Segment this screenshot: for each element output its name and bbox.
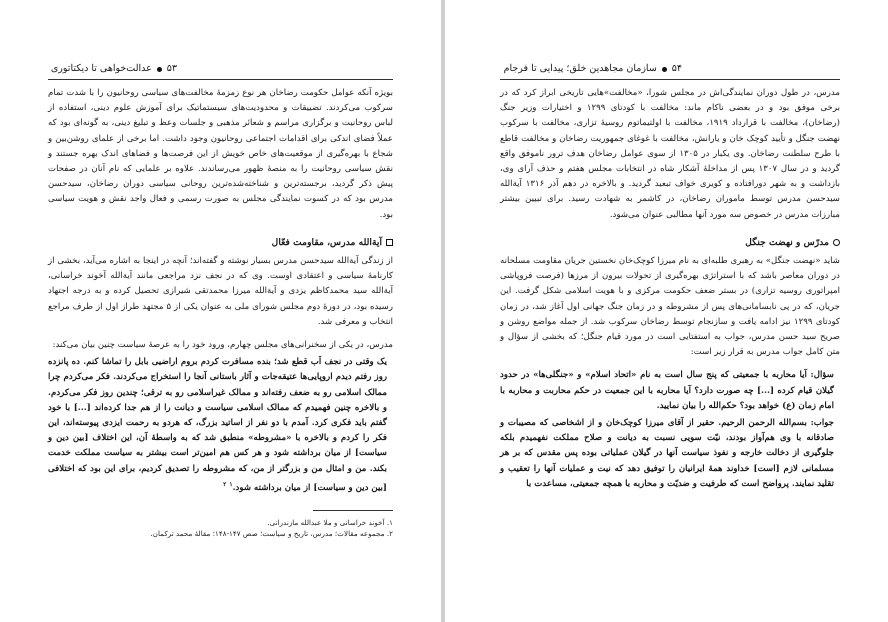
bullet-dot-icon	[662, 67, 667, 72]
bullet-dot-icon	[157, 67, 162, 72]
section-heading	[500, 235, 840, 250]
right-page-header	[504, 62, 682, 76]
block-quote-text: یک وقتی در نجف اَب قطع شد؛ بنده مسافرت کردم بروم اراضیی بابل را تماشا کنم. ده پانزده روز رفتم دیدم اروپایی‌ها عتیقه‌جات و آثار باستانی آنجا را استخراج می‌کردند. فکر می‌کردم چرا ممالک اسلامی رو به ضعف رفته‌اند و ممالک غیراسلامی رو به ترقی؛ چندین روز فکر می‌کردم. و بالاخره چنین فهمیدم که ممالک اسلامی سیاست و دیانت را از هم جدا کرده‌اند [...] با خود گفتم باید فکری کرد. آمدم با دو نفر از اساتید بزرگ، که هردو به رحمت ایزدی پیوسته‌اند، این فکر را کردم و بالاخره با «مشروطه» منطبق شد که به واسطهٔ آن، این اختلاف [بین دین و سیاست] از میان برداشته شود و هر کس هم امین‌تر است بیشتر به سیاست مملکت خدمت بکند. من و امثال من و بزرگتر از من، که مشروطه را تصدیق کردیم، برای این بود که اختلافی [بین دین و سیاست] از میان برداشته شود.	[48, 357, 387, 493]
header-rule	[48, 79, 393, 80]
paragraph: بویژه آنکه عوامل حکومت رضاخان هر نوع زمزمهٔ مخالفت‌های سیاسی روحانیون را با شدت تمام سرکوب می‌کردند. تضییقات و محدودیت‌های سیستماتیک برای آموزش علوم دینی، استفاده از لباس روحانیت و برگزاری مراسم و شعائر مذهبی و جلسات وعظ و تبلیغ دینی، به گونه‌ای بود که عملاً فضای اندکی برای اقدامات اجتماعی روحانیون وجود داشت. اما برخی از علمای روشن‌بین و شجاع با بهره‌گیری از موقعیت‌های خاص خویش از این فرصت‌ها و فضاهای اندک بهره جستند و نقش سیاسی روحانیت را به منصهٔ ظهور می‌رساندند. علاوه بر علمایی که نام آنان در صفحات پیش ذکر گردید، برجسته‌ترین و شناخته‌شده‌ترین روحانی سیاسی دوران رضاخان، سیدحسن مدرس بود که در کسوت نمایندگی مجلس به صورت رسمی و فعال واجد نقش و هویت سیاسی بود.	[48, 88, 393, 220]
left-page-body	[48, 86, 393, 539]
circle-bullet-icon	[833, 239, 840, 246]
header-rule	[500, 79, 840, 80]
answer-block: جواب: بسم‌الله الرحمن الرحیم. حقیر از آقای میرزا کوچک‌خان و از اشخاصی که مصیبات و صادقانه با وی هم‌آواز بودند، نیّت سویی نسبت به دیانت و صلاح مملکت نفهمیدم بلکه جلوگیری از دخالت خارجه و نفوذ سیاست آنها در گیلان عملیاتی بوده پس مقدس که بر هر مسلمانی لازم [است] خداوند همهٔ ایرانیان را توفیق دهد که نیت و عملیات آنها را تعقیب و تقلید نمایند. پرواضح است که طرفیت و ضدیّت و محاربه با همچه جمعیتی، مساعدت با	[500, 418, 834, 489]
question-block: سؤال: آیا محاربه با جمعیتی که پنج سال است به نام «اتحاد اسلام» و «جنگلی‌ها» در حدود گیلان قیام کرده [...] چه صورت دارد؟ آیا محاربه با این جمعیت در حکم محاربت و محاربه با امام زمان (ع) خواهد بود؟ حکم‌الله را بیان نمایید.	[500, 370, 834, 411]
footnote-rule	[313, 510, 393, 511]
running-title: عدالت‌خواهی تا دیکتاتوری	[50, 63, 152, 74]
section-heading	[48, 235, 393, 250]
right-page	[445, 0, 888, 622]
paragraph: مدرس، در یکی از سخنرانی‌های مجلس چهارم، ورود خود را به عرصهٔ سیاست چنین بیان می‌کند:	[52, 340, 393, 351]
paragraph: شاید «نهضت جنگل» به رهبری طلبه‌ای به نام میرزا کوچک‌خان نخستین جریان مقاومت مسلحانه در دوران معاصر باشد که با استراتژی بهره‌گیری از تحولات بیرون از مرزها (فرصت فروپاشی امپراتوری روسیه تزاری) در بستر ضعف حکومت مرکزی و با هویت اسلامی شکل گرفت. این جریان، که در پی نابسامانی‌های پس از مشروطه و در زمان جنگ جهانی اول آغاز شد، در زمان کودتای ۱۲۹۹ نیز ادامه یافت و سازنجام توسط رضاخان سرکوب شد. از جمله مواضع روشن و صریح سید حسن مدرس، جواب به استفتایی است در مورد قیام جنگل؛ که بخشی از سؤال و متن کامل جواب مدرس به قرار زیر است:	[500, 256, 840, 358]
section-heading-text: مدرّس و نهضت جنگل	[745, 236, 829, 248]
block-quote	[48, 355, 393, 496]
footnote: ۱. آخوند خراسانی و ملا عبدالله مازندرانی.	[267, 517, 393, 527]
paragraph: از زندگی آیةالله سیدحسن مدرس بسیار نوشته و گفته‌اند؛ آنچه در اینجا به اشاره می‌آید، بخشی از کارنامهٔ سیاسی و اعتقادی اوست. وی که در نجف نزد مراجعی مانند آیةالله آخوند خراسانی، آیةالله سید محمدکاظم یزدی و آیةالله میرزا محمدتقی شیرازی تحصیل کرده و به درجه اجتهاد رسیده بود، در دورهٔ دوم مجلس شورای ملی به عنوان یکی از ۵ مجتهد طراز اول از طرف مراجع انتخاب و معرفی شد.	[48, 256, 393, 327]
footnote: ۲. مجموعه مقالات؛ مدرس، تاریخ و سیاست؛ صص ۱۴۷-۱۴۸؛ مقالهٔ محمد ترکمان.	[150, 528, 393, 538]
running-title: سازمان مجاهدین خلق؛ پیدایی تا فرجام	[503, 63, 657, 74]
page-number: ۵۴	[671, 63, 682, 74]
page-number: ۵۳	[166, 63, 177, 74]
right-page-body	[500, 86, 840, 494]
section-heading-text: آیةالله مدرس، مقاومت فعّال	[271, 236, 382, 248]
square-bullet-icon	[386, 239, 393, 246]
left-page	[0, 0, 441, 622]
left-page-header	[51, 62, 177, 76]
footnote-ref: ۱	[229, 480, 233, 488]
footnote-ref: ۲	[223, 480, 227, 488]
paragraph: مدرس، در طول دوران نمایندگی‌اش در مجلس شورا، «مخالفت»هایی تاریخی ابراز کرد که در برخی موفق بود و در بعضی ناکام ماند: مخالفت با کودتای ۱۲۹۹ و اختیارات وزیر جنگ (رضاخان)، مخالفت با قرارداد ۱۹۱۹، مخالفت با اولتیماتوم روسیهٔ تزاری، مخالفت با سرکوب نهضت جنگل و تأیید کوچک خان و یارانش، مخالفت با غوغای جمهوریت رضاخان و مخالفت قاطع با طرح سلطنت رضاخان. وی یکبار در ۱۳۰۵ از سوی عوامل رضاخان هدف ترور ناموفق واقع گردید و در سال ۱۳۰۷ پس از مداخلهٔ آشکار شاه در انتخابات مجلس هفتم و حذف آرای وی، بازداشت و به شهر دورافتاده و کویری خواف تبعید گردید. و بالاخره در دهم آذر ۱۳۱۶ آیةالله سیدحسن مدرس توسط ماموران رضاخان، در کاشمر به شهادت رسید. برای تبیین بیشتر مبارزات مدرس در خصوص سه مورد آنها مطالبی عنوان می‌شود.	[500, 88, 841, 220]
